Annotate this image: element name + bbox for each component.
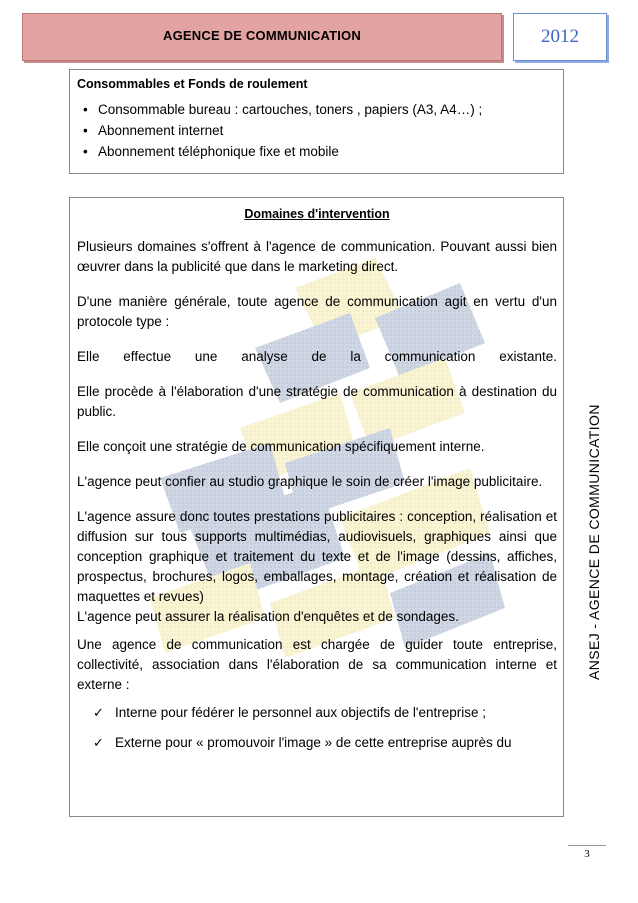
paragraph: Plusieurs domaines s'offrent à l'agence de communication. Pouvant aussi bien œuvrer dans la publicité que dans le marketing direct.	[77, 239, 557, 274]
consumables-heading: Consommables et Fonds de roulement	[77, 77, 308, 91]
paragraph: D'une manière générale, toute agence de communication agit en vertu d'un protocole type :	[77, 294, 557, 329]
consumables-box	[69, 69, 564, 174]
side-label: ANSEJ - AGENCE DE COMMUNICATION	[586, 404, 602, 680]
domains-box	[69, 197, 564, 817]
paragraph: L'agence peut assurer la réalisation d'enquêtes et de sondages.	[77, 609, 459, 624]
paragraph: Elle procède à l'élaboration d'une stratégie de communication à destination du public.	[77, 384, 557, 419]
domains-title: Domaines d'intervention	[244, 207, 390, 221]
checklist	[77, 703, 557, 753]
check-item	[77, 703, 557, 723]
consumables-item: • Consommable bureau : cartouches, toners , papiers (A3, A4…) ;	[76, 99, 482, 120]
checkmark-icon: ✓	[93, 735, 104, 750]
checkmark-icon: ✓	[93, 705, 104, 720]
paragraph: Une agence de communication est chargée de guider toute entreprise, collectivité, association dans l'élaboration de sa communication interne et externe :	[77, 637, 557, 692]
consumables-item: • Abonnement internet	[76, 120, 482, 141]
consumables-item: • Abonnement téléphonique fixe et mobile	[76, 141, 482, 162]
check-item-label: Interne pour fédérer le personnel aux objectifs de l'entreprise ;	[115, 705, 487, 720]
page-number-rule	[568, 845, 606, 846]
header-title-box	[22, 13, 502, 61]
header-year: 2012	[541, 26, 579, 47]
domains-content	[77, 207, 557, 763]
paragraph: Elle conçoit une stratégie de communication spécifiquement interne.	[77, 439, 485, 454]
header-year-box	[513, 13, 607, 61]
paragraph: Elle effectue une analyse de la communication existante.	[77, 349, 557, 364]
consumables-list	[76, 99, 482, 162]
header-title: AGENCE DE COMMUNICATION	[163, 28, 361, 43]
paragraph: L'agence peut confier au studio graphique le soin de créer l'image publicitaire.	[77, 474, 543, 489]
check-item	[77, 733, 557, 753]
paragraph: L'agence assure donc toutes prestations publicitaires : conception, réalisation et diffusion sur tous supports multimédias, audiovisuels, graphiques ainsi que conception graphique et traitement du texte et de l'image (dessins, affiches, prospectus, brochures, logos, emballages, montage, création et réalisation de maquettes et revues)	[77, 509, 557, 604]
page-number: 3	[584, 848, 590, 860]
check-item-label: Externe pour « promouvoir l'image » de cette entreprise auprès du	[115, 735, 512, 750]
